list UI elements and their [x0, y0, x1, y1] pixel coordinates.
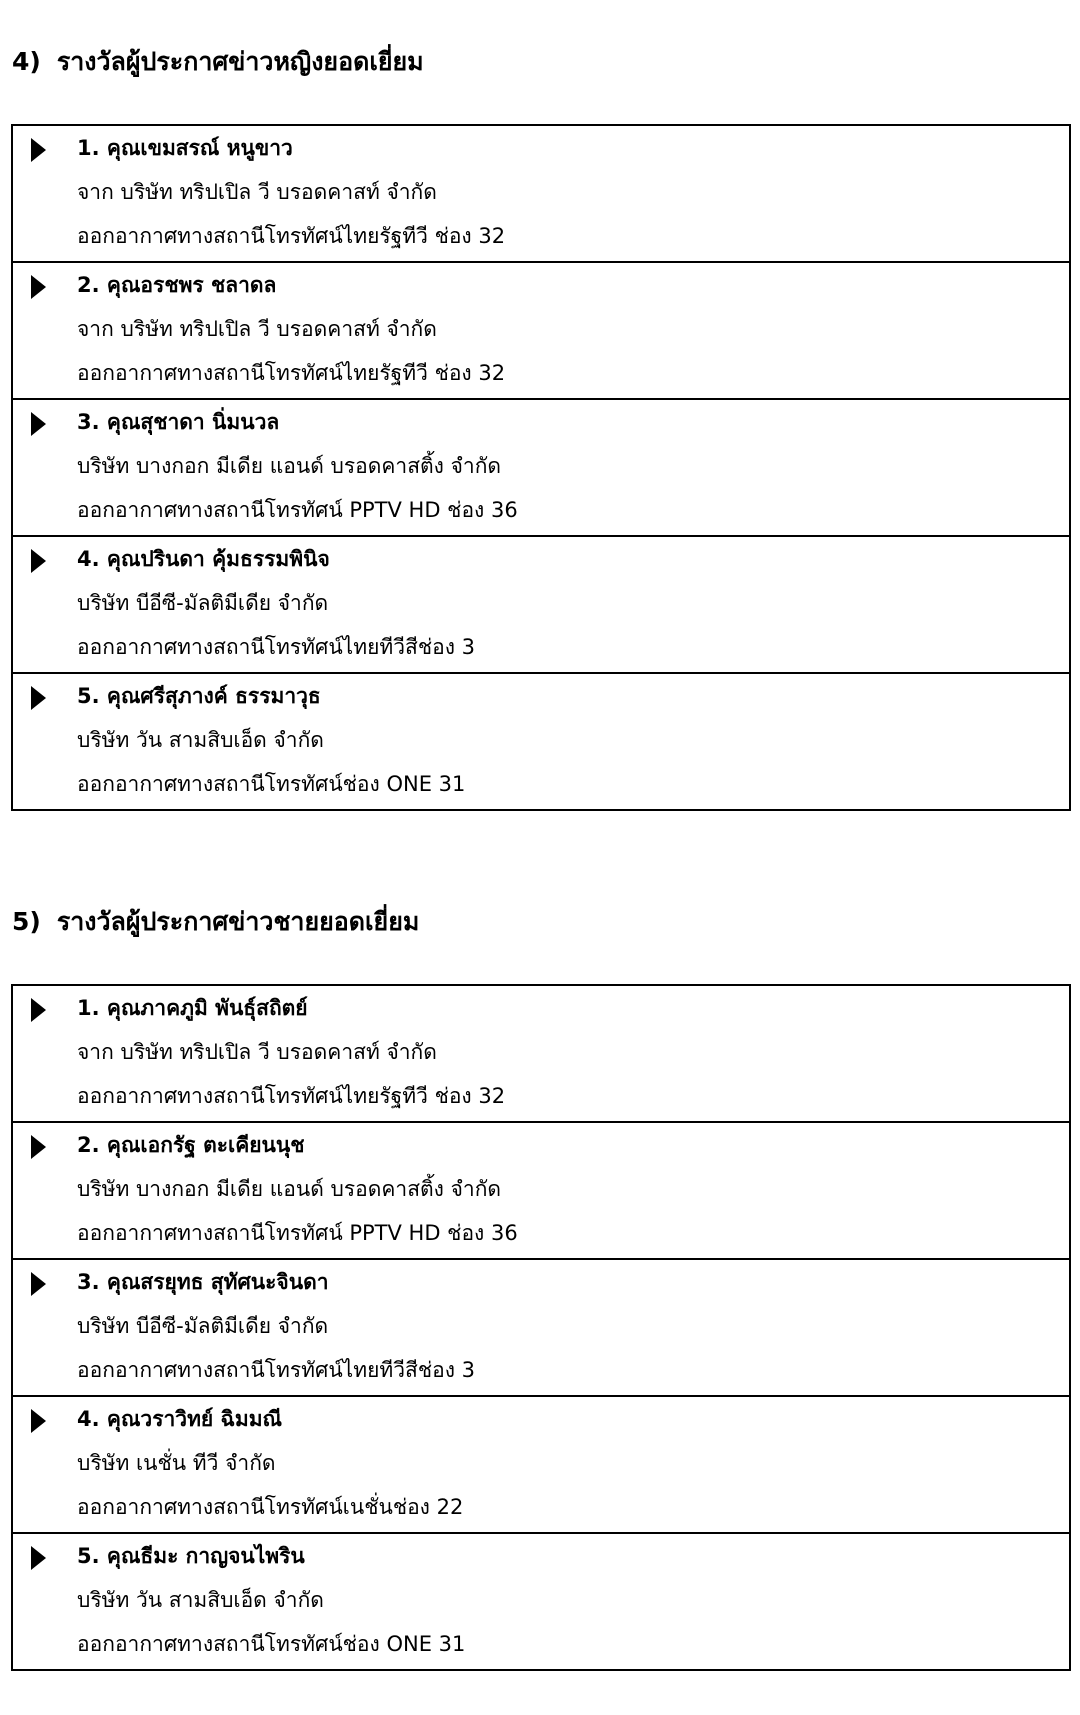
winner-company: บริษัท บางกอก มีเดีย แอนด์ บรอดคาสติ้ง จำกัด [77, 1177, 502, 1201]
bullet-arrow-icon [31, 998, 46, 1022]
bullet-arrow-icon [31, 138, 46, 162]
section-title [12, 904, 419, 940]
winner-entry [13, 1397, 1069, 1534]
section-number: 4) [12, 47, 41, 76]
bullet-arrow-icon [31, 412, 46, 436]
winner-company: บริษัท บางกอก มีเดีย แอนด์ บรอดคาสติ้ง จำกัด [77, 454, 502, 478]
winner-entry [13, 1123, 1069, 1260]
winner-name: 1. คุณเขมสรณ์ หนูขาว [77, 136, 293, 160]
winner-company: จาก บริษัท ทริปเปิล วี บรอดคาสท์ จำกัด [77, 317, 437, 341]
winner-name: 4. คุณปรินดา คุ้มธรรมพินิจ [77, 547, 330, 571]
section-title-text: รางวัลผู้ประกาศข่าวชายยอดเยี่ยม [56, 907, 420, 936]
winner-name: 3. คุณสุชาดา นิ่มนวล [77, 410, 280, 434]
winner-entry [13, 400, 1069, 537]
winners-table [11, 984, 1071, 1671]
bullet-arrow-icon [31, 1272, 46, 1296]
section-title [12, 44, 424, 80]
winner-entry [13, 537, 1069, 674]
winner-channel: ออกอากาศทางสถานีโทรทัศน์ PPTV HD ช่อง 36 [77, 1221, 518, 1245]
winner-name: 5. คุณศรีสุภางค์ ธรรมาวุธ [77, 684, 321, 708]
bullet-arrow-icon [31, 1409, 46, 1433]
winner-channel: ออกอากาศทางสถานีโทรทัศน์ไทยรัฐทีวี ช่อง 32 [77, 361, 506, 385]
winner-channel: ออกอากาศทางสถานีโทรทัศน์ช่อง ONE 31 [77, 1632, 466, 1656]
winner-entry [13, 1534, 1069, 1669]
bullet-arrow-icon [31, 549, 46, 573]
bullet-arrow-icon [31, 1135, 46, 1159]
winner-company: บริษัท บีอีซี-มัลติมีเดีย จำกัด [77, 591, 329, 615]
winner-channel: ออกอากาศทางสถานีโทรทัศน์ไทยรัฐทีวี ช่อง 32 [77, 224, 506, 248]
winner-company: บริษัท วัน สามสิบเอ็ด จำกัด [77, 1588, 324, 1612]
winner-channel: ออกอากาศทางสถานีโทรทัศน์ช่อง ONE 31 [77, 772, 466, 796]
winner-name: 5. คุณธีมะ กาญจนไพริน [77, 1544, 305, 1568]
winner-name: 1. คุณภาคภูมิ พันธุ์สถิตย์ [77, 996, 308, 1020]
winner-company: จาก บริษัท ทริปเปิล วี บรอดคาสท์ จำกัด [77, 180, 437, 204]
winner-entry [13, 674, 1069, 809]
bullet-arrow-icon [31, 275, 46, 299]
winner-channel: ออกอากาศทางสถานีโทรทัศน์เนชั่นช่อง 22 [77, 1495, 464, 1519]
winner-name: 2. คุณอรชพร ชลาดล [77, 273, 277, 297]
winner-company: บริษัท วัน สามสิบเอ็ด จำกัด [77, 728, 324, 752]
winner-channel: ออกอากาศทางสถานีโทรทัศน์ไทยทีวีสีช่อง 3 [77, 635, 475, 659]
section-title-text: รางวัลผู้ประกาศข่าวหญิงยอดเยี่ยม [56, 47, 424, 76]
winner-entry [13, 126, 1069, 263]
winner-entry [13, 986, 1069, 1123]
winner-channel: ออกอากาศทางสถานีโทรทัศน์ PPTV HD ช่อง 36 [77, 498, 518, 522]
winner-name: 3. คุณสรยุทธ สุทัศนะจินดา [77, 1270, 329, 1294]
winners-table [11, 124, 1071, 811]
winner-channel: ออกอากาศทางสถานีโทรทัศน์ไทยทีวีสีช่อง 3 [77, 1358, 475, 1382]
winner-channel: ออกอากาศทางสถานีโทรทัศน์ไทยรัฐทีวี ช่อง 32 [77, 1084, 506, 1108]
winner-entry [13, 263, 1069, 400]
winner-entry [13, 1260, 1069, 1397]
section-number: 5) [12, 907, 41, 936]
bullet-arrow-icon [31, 686, 46, 710]
winner-company: บริษัท บีอีซี-มัลติมีเดีย จำกัด [77, 1314, 329, 1338]
bullet-arrow-icon [31, 1546, 46, 1570]
winner-name: 4. คุณวราวิทย์ ฉิมมณี [77, 1407, 283, 1431]
winner-company: จาก บริษัท ทริปเปิล วี บรอดคาสท์ จำกัด [77, 1040, 437, 1064]
winner-name: 2. คุณเอกรัฐ ตะเคียนนุช [77, 1133, 305, 1157]
winner-company: บริษัท เนชั่น ทีวี จำกัด [77, 1451, 276, 1475]
